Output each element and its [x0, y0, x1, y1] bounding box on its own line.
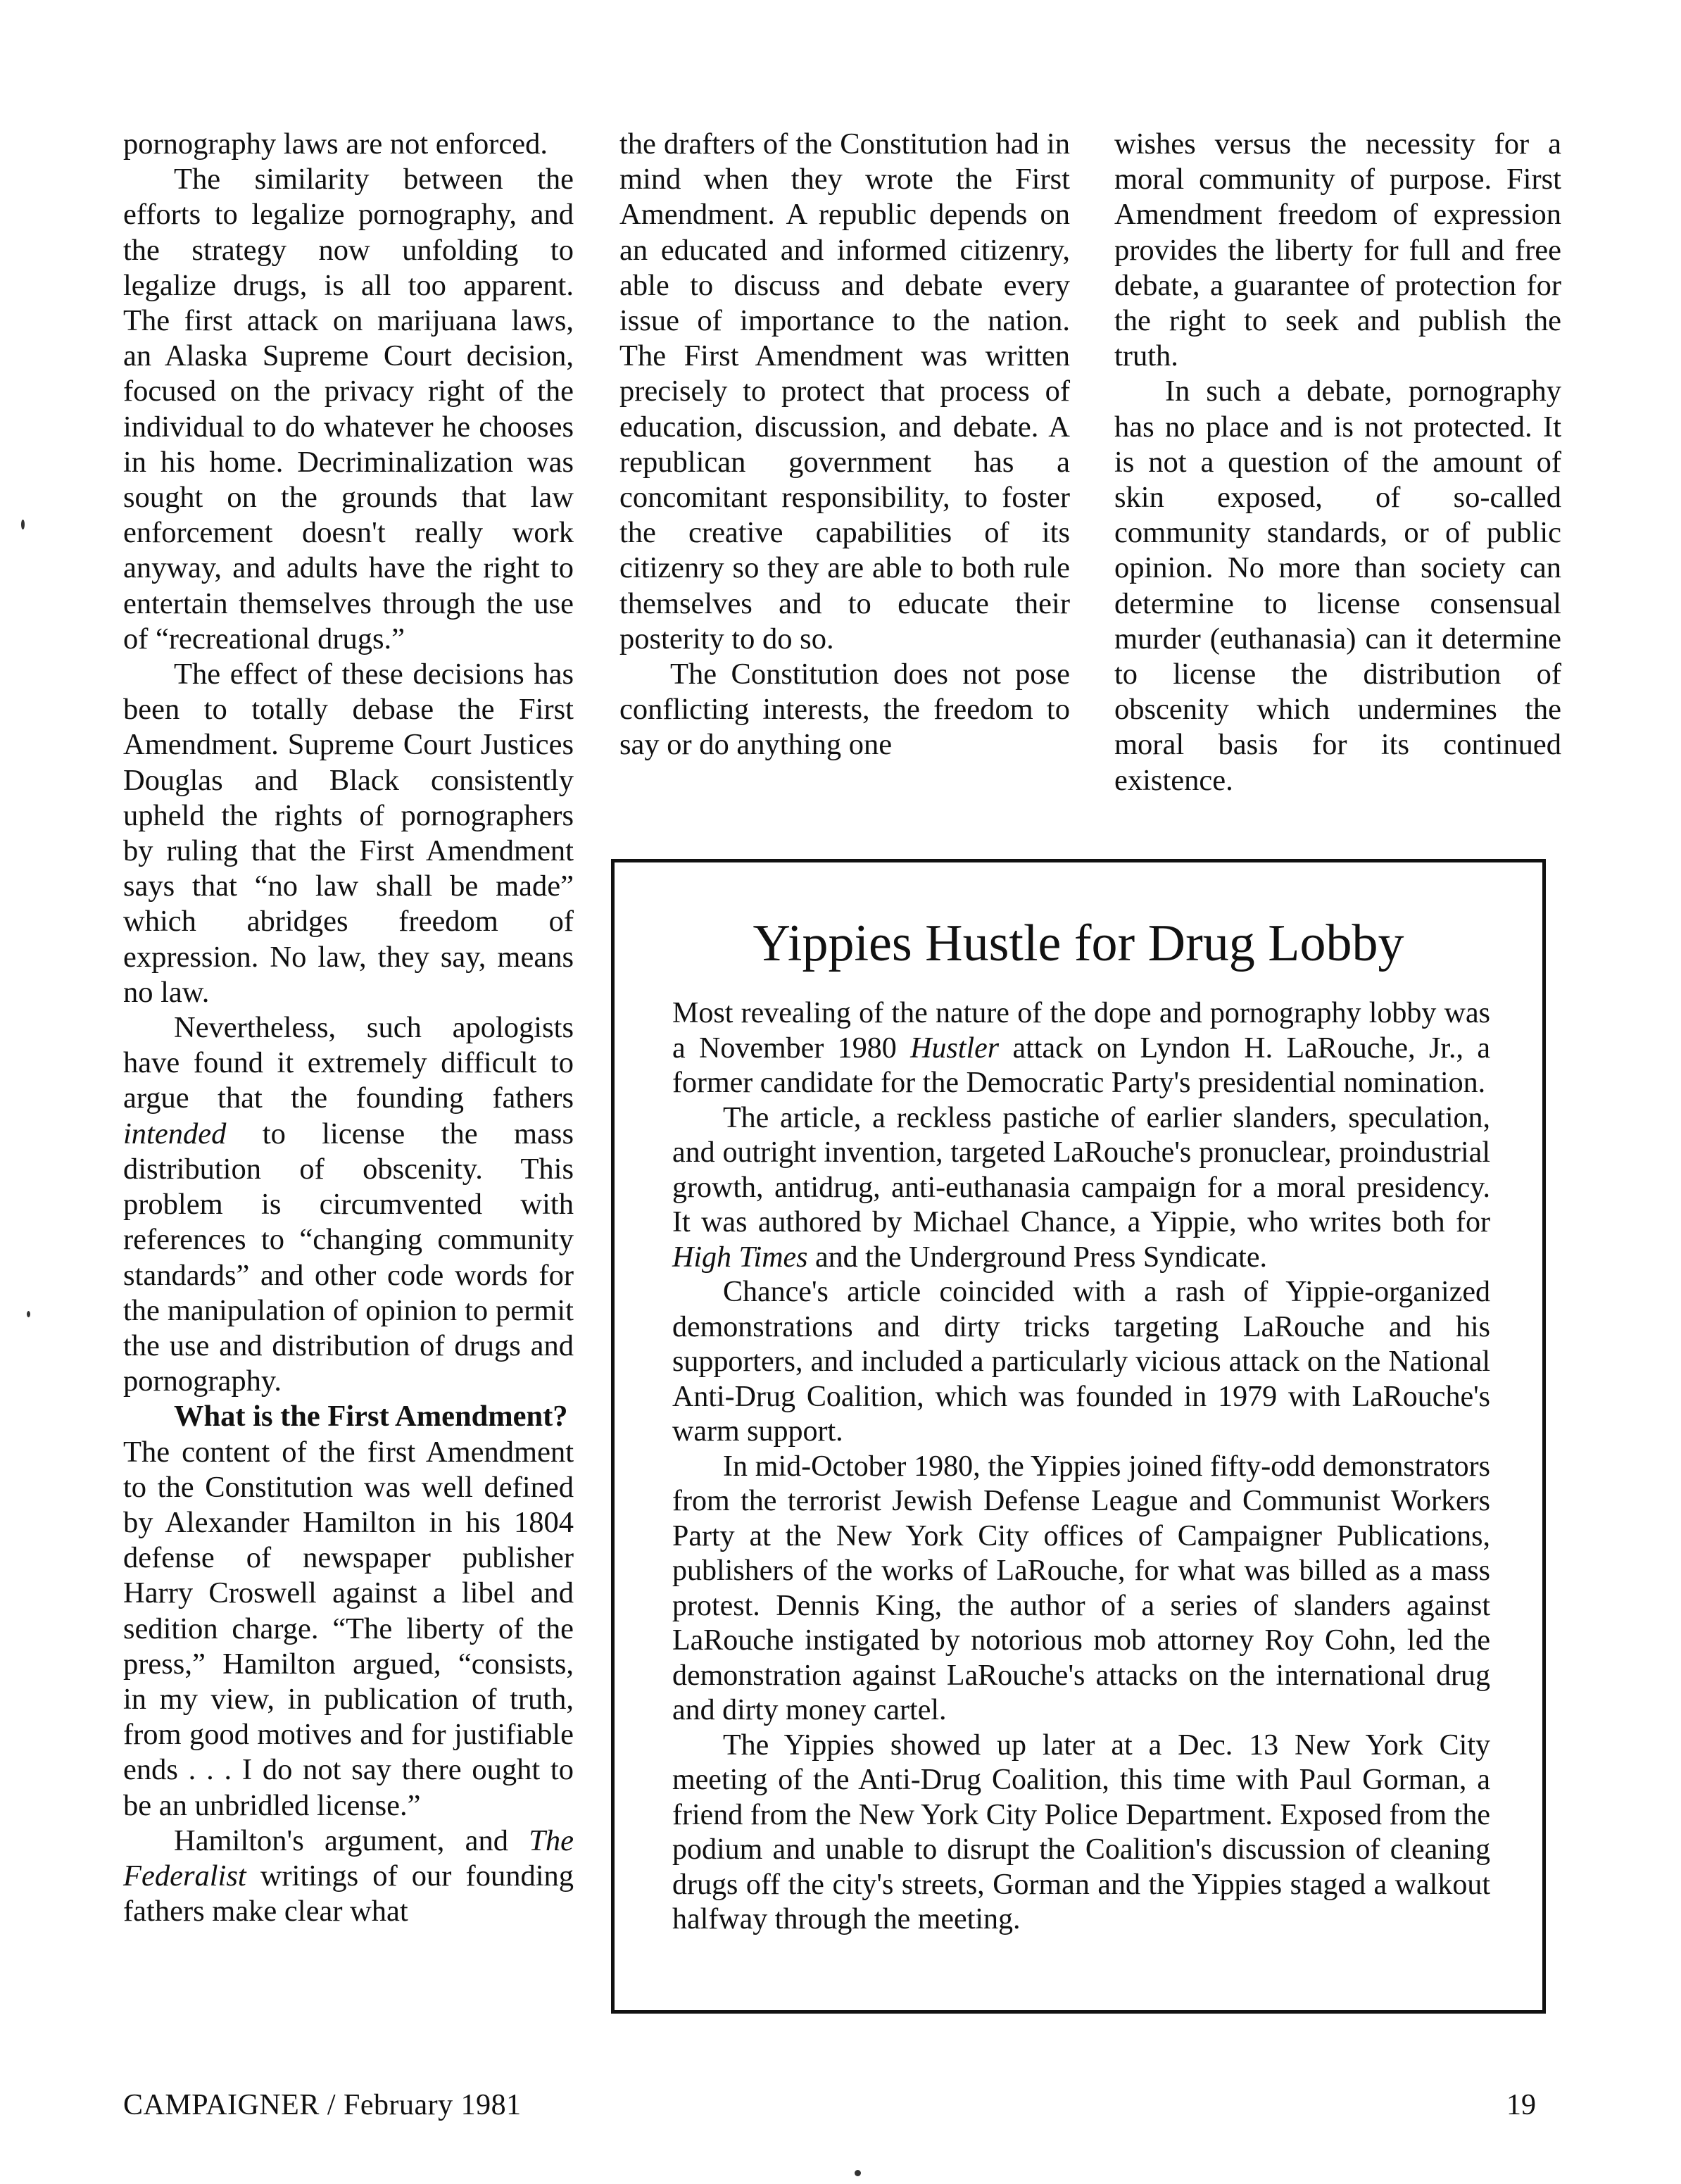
paragraph: pornography laws are not enforced. — [123, 127, 548, 161]
paragraph: The effect of these decisions has been to totally debase the First Amendment. Supreme Court Justices Douglas and Black consistently upheld the rights of pornographers by ruling that the First Amendment says that “no law shall be made” which abridges freedom of expression. No law, they say, means no law. — [123, 658, 574, 1009]
sidebar-box — [611, 859, 1546, 2014]
paragraph: The similarity between the efforts to legalize pornography, and the strategy now unfolding to legalize drugs, is all too apparent. The first attack on marijuana laws, an Alaska Supreme Court decision, focused on the privacy right of the individual to do whatever he chooses in his home. Decriminalization was sought on the grounds that law enforcement doesn't really work anyway, and adults have the right to entertain themselves through the use of “recreational drugs.” — [123, 163, 574, 655]
emphasis-text: Hustler — [910, 1031, 1000, 1065]
text-run: writings of our founding fathers make clear what — [123, 1859, 574, 1928]
sidebar-body — [672, 996, 1490, 1938]
paragraph: The Yippies showed up later at a Dec. 13 New York City meeting of the Anti-Drug Coalition, this time with Paul Gorman, a friend from the New York City Police Department. Exposed from the podium and unable to disrupt the Coalition's discussion of cleaning drugs off the city's streets, Gorman and the Yippies staged a walkout halfway through the meeting. — [672, 1728, 1490, 1935]
scan-speck — [855, 2170, 861, 2176]
publication-footer: CAMPAIGNER / February 1981 — [123, 2089, 522, 2121]
paragraph: In mid-October 1980, the Yippies joined fifty-odd demonstrators from the terrorist Jewish Defense League and Communist Workers Party at the New York City offices of Campaigner Publications, publishers of the works of LaRouche, for what was billed as a mass protest. Dennis King, the author of a series of slanders against LaRouche instigated by notorious mob attorney Roy Cohn, led the demonstration against LaRouche's attacks on the international drug and dirty money cartel. — [672, 1450, 1490, 1726]
paragraph — [123, 1010, 574, 1399]
paragraph — [672, 1101, 1490, 1276]
section-subheading: What is the First Amendment? — [174, 1400, 568, 1433]
page-number: 19 — [1506, 2089, 1536, 2121]
text-run: The article, a reckless pastiche of earlier slanders, speculation, and outright invention, targeted LaRouche's pronuclear, proindustrial growth, antidrug, anti-euthanasia campaign for a moral presidency. It was authored by Michael Chance, a Yippie, who writes both for — [672, 1101, 1490, 1238]
paragraph — [672, 996, 1490, 1101]
paragraph: The Constitution does not pose conflicting interests, the freedom to say or do anything one — [619, 658, 1070, 762]
scan-speck — [21, 520, 25, 529]
emphasis-text: intended — [123, 1117, 227, 1150]
sidebar-title: Yippies Hustle for Drug Lobby — [753, 915, 1404, 972]
paragraph: wishes versus the necessity for a moral community of purpose. First Amendment freedom of expression provides the liberty for full and free debate, a guarantee of protection for the right to seek and publish the truth. — [1114, 127, 1561, 373]
article-column-right — [1114, 127, 1561, 798]
paragraph: In such a debate, pornography has no place and is not protected. It is not a question of the amount of skin exposed, of so-called community standards, or of public opinion. No more than society can determine to license consensual murder (euthanasia) can it determine to license the distribution of obscenity which undermines the moral basis for its continued existence. — [1114, 375, 1561, 797]
text-run: Hamilton's argument, and — [174, 1824, 508, 1857]
text-run: attack on Lyndon H. LaRouche, Jr., a former candidate for the Democratic Party's presidential nomination. — [672, 1031, 1490, 1099]
paragraph: the drafters of the Constitution had in mind when they wrote the First Amendment. A republic depends on an educated and informed citizenry, able to discuss and debate every issue of importance to the nation. The First Amendment was written precisely to protect that process of education, discussion, and debate. A republican government has a concomitant responsibility, to foster the creative capabilities of its citizenry so they are able to both rule themselves and to educate their posterity to do so. — [619, 127, 1070, 655]
text-run: Nevertheless, such apologists have found it extremely difficult to argue that the founding fathers — [123, 1011, 574, 1115]
paragraph — [123, 1824, 574, 1930]
emphasis-text: High Times — [672, 1241, 808, 1274]
scan-speck — [27, 1311, 30, 1317]
article-column-left — [123, 127, 574, 1929]
text-run: Most revealing of the nature of the dope and pornography lobby was a November 1980 — [672, 997, 1490, 1065]
text-run: and the Underground Press Syndicate. — [815, 1241, 1267, 1274]
emphasis-text: The Federalist — [123, 1824, 574, 1893]
paragraph: The content of the first Amendment to the Constitution was well defined by Alexander Hamilton in his 1804 defense of newspaper publisher Harry Croswell against a libel and sedition charge. “The liberty of the press,” Hamilton argued, “consists, in my view, in publication of truth, from good motives and for justifiable ends . . . I do not say there ought to be an unbridled license.” — [123, 1435, 574, 1822]
text-run: to license the mass distribution of obscenity. This problem is circumvented with references to “changing community standards” and other code words for the manipulation of opinion to permit the use and distribution of drugs and pornography. — [123, 1117, 574, 1398]
paragraph: Chance's article coincided with a rash of Yippie-organized demonstrations and dirty tricks targeting LaRouche and his supporters, and included a particularly vicious attack on the National Anti-Drug Coalition, which was founded in 1979 with LaRouche's warm support. — [672, 1276, 1490, 1448]
article-column-middle — [619, 127, 1070, 763]
